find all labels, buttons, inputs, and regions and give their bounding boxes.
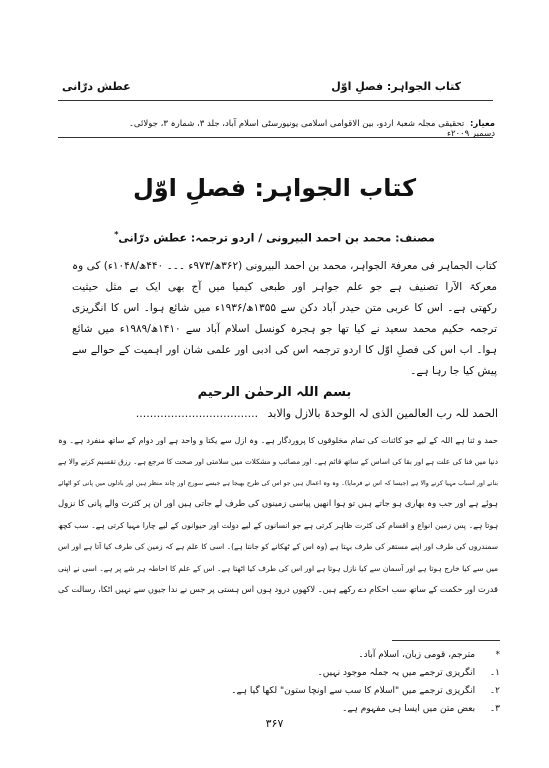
intro-line: پیش کیا جا رہا ہے۔ [410,365,497,377]
footnotes [200,646,500,718]
body-line: بنانے اور اسباب مہیا کرنے والا ہے (جیسا کہ اس نے فرمایا)۔ وہ وہ اعمال ہیں جو اس کی طرح بھیجا ہے جیسے سورج اور چاند منظر ہیں اور بادلوں میں پانی کو اٹھائے [58,479,498,487]
body-line: سمندروں کی طرف اور اپنے مستقر کی طرف بہتا ہے (وہ اس کے ٹھکانے کو جانتا ہے)۔ اسی کا علم ہے کہ زمین کی طرف کیا آتا ہے اور اس [58,542,498,552]
body-line: قدرت اور حکمت کے ساتھ سب احکام دے رکھے ہیں۔ لاکھوں درود ہوں اس ہستی پر جس نے ندا جیوں سے نہیں اٹکا، رسالت کی [58,584,498,595]
footnote-text: انگریزی ترجمے میں یہ جملہ موجود نہیں۔ [317,668,476,678]
footnote-marker: ۱۔ [489,668,500,678]
footnote [200,646,500,664]
body-line: ہوتا ہے۔ پس زمین انواع و اقسام کی کثرت ظاہر کرتی ہے جو انسانوں کے لیے دولت اور حیوانوں کے لیے چارا مہیا کرتی ہے۔ سب کچھ [58,521,498,531]
citation-label: معیار: [469,119,495,129]
footnote-text: بعض متن میں ایسا ہی مفہوم ہے۔ [342,704,476,714]
opening-line [100,407,498,420]
intro-line: رکھتی ہے۔ اس کا عربی متن حیدر آباد دکن سے ۱۳۵۵ھ/۱۹۳۶ء میں شائع ہوا۔ اس کا انگریزی [72,302,498,314]
journal-citation [110,118,495,139]
opening-dots: ................................... [135,407,259,420]
article-title: کتاب الجواہر: فصلِ اوّل [132,174,417,202]
bismillah-heading: بسم اللہ الرحمٰن الرحیم [197,385,352,400]
citation-text: تحقیقی مجلہ شعبۂ اردو، بین الاقوامی اسلامی یونیورسٹی اسلام آباد، جلد ۳، شمارہ ۳، جولائی۔دسمبر ۲۰۰۹ء [128,119,495,139]
footnote-marker: ۲۔ [489,686,500,696]
footnote-text: انگریزی ترجمے میں "اسلام کا سب سے اونچا ستون" لکھا گیا ہے۔ [231,686,476,696]
byline-text: مصنف: محمد بن احمد البیرونی / اردو ترجمہ: عطش درّانی [118,231,435,245]
footnote-marker: * [495,650,500,660]
header-divider [58,100,493,101]
intro-line: ہوا۔ اب اس کی فصلِ اوّل کا اردو ترجمہ اس کی ادبی اور علمی شان اور اہمیت کے حوالے سے [72,344,497,356]
body-line: حمد و ثنا ہے اللہ کے لیے جو کائنات کی تمام مخلوقوں کا پروردگار ہے۔ وہ ازل سے یکتا و واحد ہے اور دوام کے ساتھ منفرد ہے۔ وہ [58,436,498,445]
footnote-divider [392,640,500,641]
intro-paragraph [72,256,497,382]
opening-text: الحمد للہ رب العالمین الذی لہ الوحدۃ بالازل والابد [267,407,498,420]
citation-divider [58,137,493,138]
body-paragraph [58,430,498,600]
intro-line: کتاب الجماہر فی معرفۃ الجواہر، محمد بن احمد البیرونی (۳۶۲ھ/۹۷۳ء ۔۔۔ ۴۴۰ھ/۱۰۴۸ء) کی وہ [72,260,498,272]
footnote [200,700,500,718]
body-line: دنیا میں فنا کی علت ہے اور بقا کی اساس کے ساتھ قائم ہے۔ اور مصائب و مشکلات میں سلامتی اور صحت کا مرجع ہے۔ رزق تقسیم کرنے والا ہے [57,457,498,467]
article-byline [0,230,549,245]
body-line: میں سے کیا خارج ہوتا ہے اور آسمان سے کیا نازل ہوتا ہے اور اس کی طرف کیا اٹھتا ہے۔ اس کے علم کا احاطہ ہر شے پر ہے۔ اسی نے اپنی [58,563,498,573]
footnote [200,664,500,682]
intro-line: ترجمہ حکیم محمد سعید نے کیا تھا جو ہجرہ کونسل اسلام آباد سے ۱۴۱۰ھ/۱۹۸۹ء میں شائع [72,323,498,335]
footnote-marker: ۳۔ [489,704,500,714]
byline-footnote-marker: * [114,230,119,239]
body-line: ہوئے ہے اور جب وہ بھاری ہو جاتے ہیں تو ہوا انھیں پیاسی زمینوں کی طرف لے جاتی ہیں اور ان پر کثرت والے پانی کا نزول [58,498,498,509]
running-header-title: کتاب الجواہر: فصلِ اوّل [331,80,461,93]
running-header-author: عطش درّانی [62,80,131,93]
footnote [200,682,500,700]
intro-line: معرکۃ الآرا تصنیف ہے جو علم جواہر اور طبعی کیمیا میں آج بھی ایک بے مثل حیثیت [72,281,497,293]
page-number: ۳۶۷ [265,717,284,730]
footnote-text: مترجم، قومی زبان، اسلام آباد۔ [358,650,476,660]
